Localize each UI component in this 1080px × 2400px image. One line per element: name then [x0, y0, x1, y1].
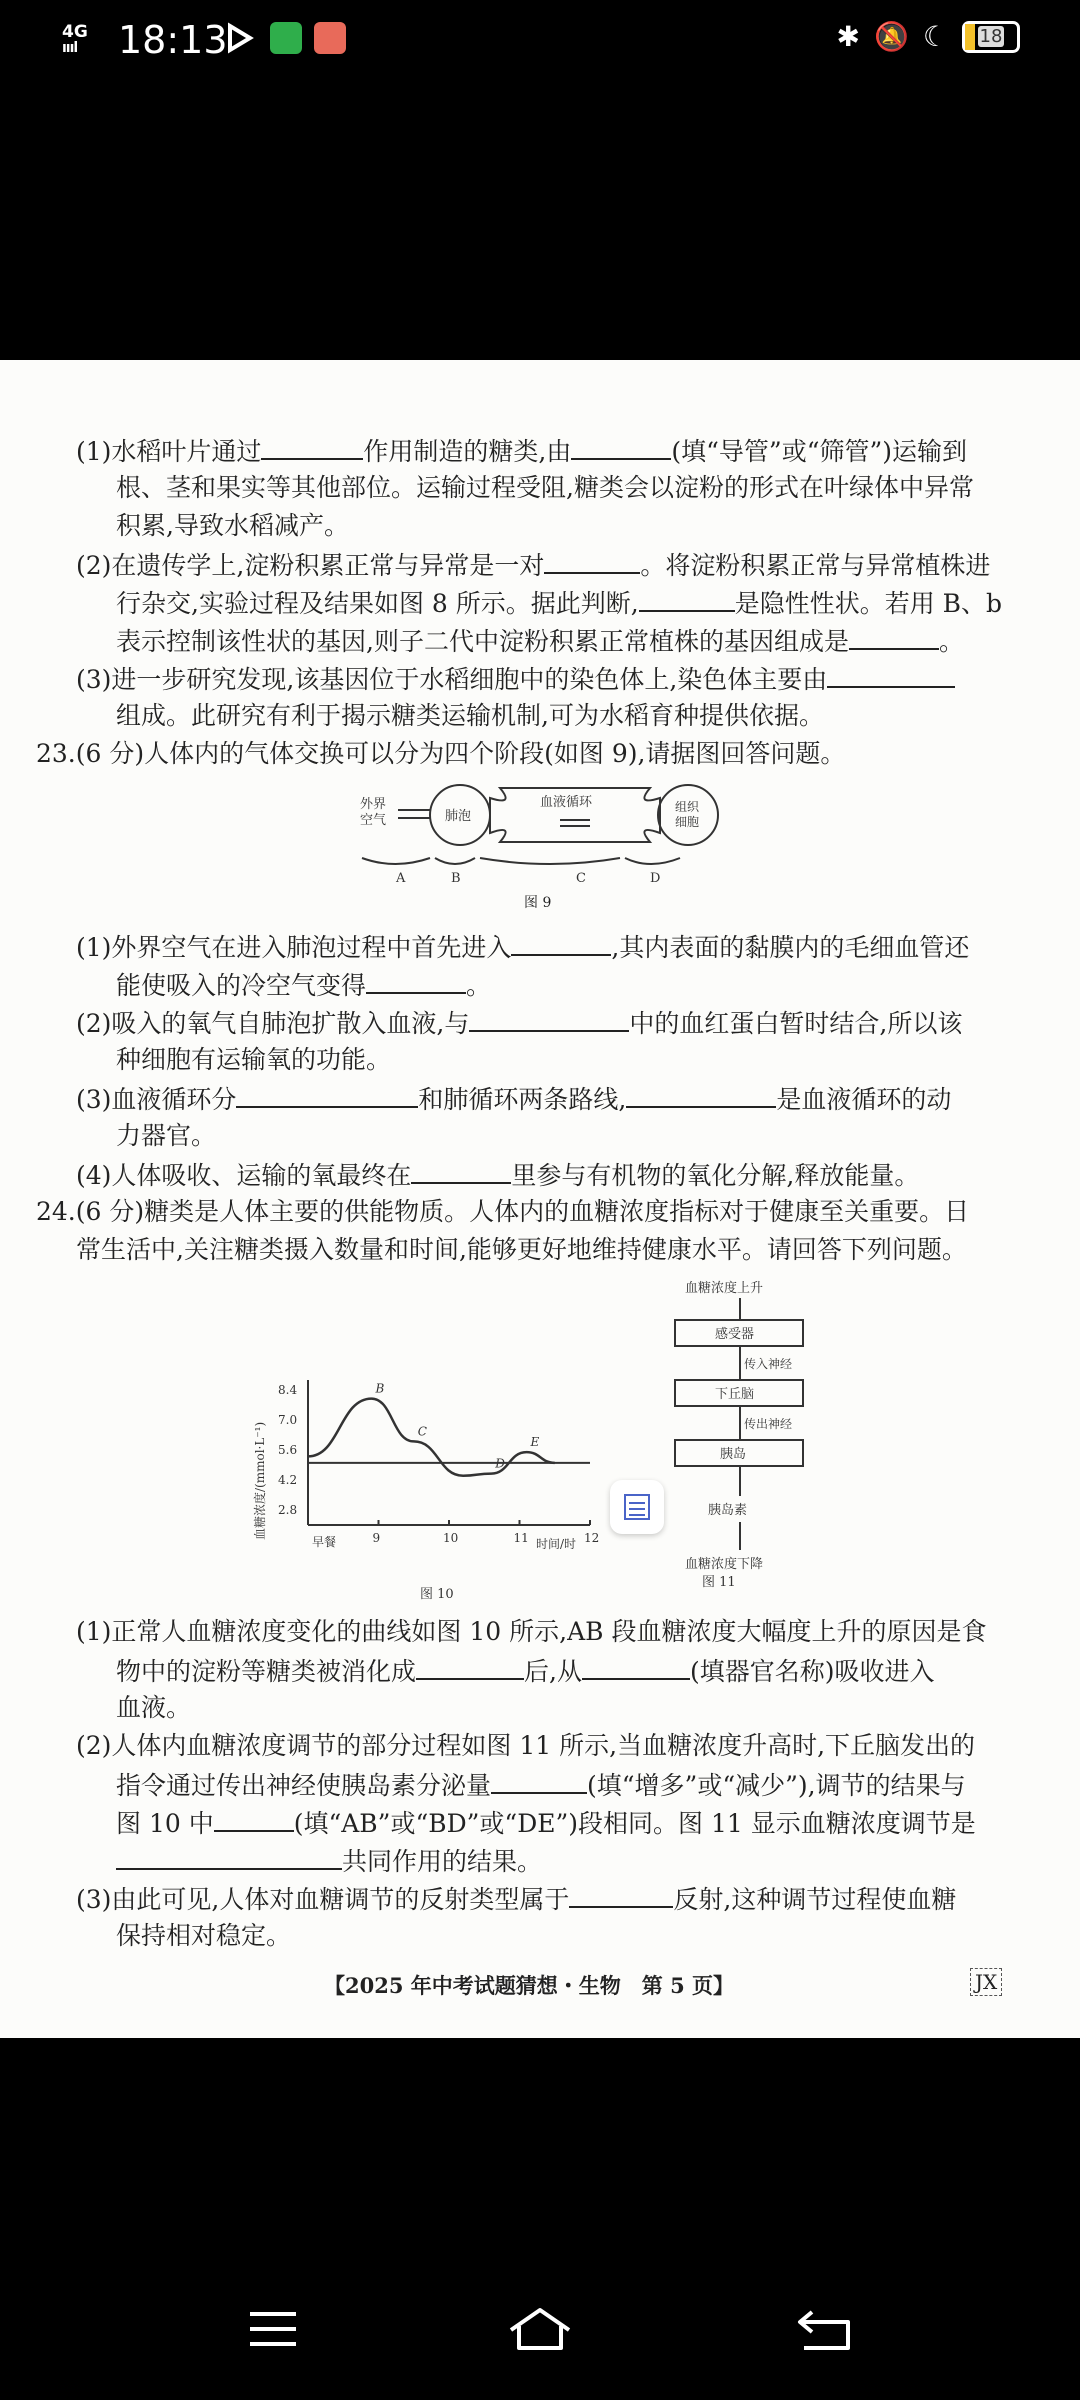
- q23-title: 23.(6 分)人体内的气体交换可以分为四个阶段(如图 9),请据图回答问题。: [36, 739, 846, 768]
- q22-1-line2: 根、茎和果实等其他部位。运输过程受阻,糖类会以淀粉的形式在叶绿体中异常: [116, 473, 974, 502]
- q22-3-line1: (3)进一步研究发现,该基因位于水稻细胞中的染色体上,染色体主要由: [76, 660, 955, 698]
- fig10-point-label: E: [530, 1435, 540, 1450]
- play-icon: [222, 22, 254, 54]
- fig10-ytick: 2.8: [278, 1503, 298, 1517]
- fig10-point-label: B: [375, 1381, 385, 1396]
- fig10-point-label: D: [495, 1456, 505, 1471]
- q22-1-line3: 积累,导致水稻减产。: [116, 511, 349, 540]
- q24-2-line4: 共同作用的结果。: [116, 1842, 542, 1880]
- figure-11: [660, 1278, 850, 1658]
- q23-4-line1: (4)人体吸收、运输的氧最终在 里参与有机物的氧化分解,释放能量。: [76, 1156, 919, 1194]
- svg-text:感受器: 感受器: [715, 1327, 755, 1342]
- page-footer: 【2025 年中考试题猜想・生物 第 5 页】: [324, 1973, 734, 1998]
- q22-2-line1: (2)在遗传学上,淀粉积累正常与异常是一对 。将淀粉积累正常与异常植株进: [76, 546, 990, 584]
- fig10-ytick: 8.4: [278, 1383, 298, 1397]
- q24-1-line3: 血液。: [116, 1693, 192, 1722]
- clock: 18:13: [118, 18, 228, 62]
- calculator-float-icon[interactable]: [610, 1480, 664, 1534]
- fig11-top: 血糖浓度上升: [685, 1281, 764, 1296]
- fig11-bottom: 血糖浓度下降: [685, 1557, 764, 1572]
- fig10-ylabel: 血糖浓度/(mmol·L⁻¹): [253, 1421, 267, 1540]
- figure-9: [350, 778, 730, 898]
- app-notification-icon-2: [314, 22, 346, 54]
- menu-icon[interactable]: [238, 2304, 308, 2354]
- network-indicator: 4G ıııl: [62, 22, 88, 56]
- fig10-ytick: 5.6: [278, 1443, 298, 1457]
- svg-text:胰岛: 胰岛: [720, 1447, 747, 1462]
- svg-text:空气: 空气: [360, 813, 387, 828]
- q22-1-line1: (1)水稻叶片通过 作用制造的糖类,由 (填“导管”或“筛管”)运输到: [76, 432, 967, 470]
- fig10-ytick: 7.0: [278, 1413, 298, 1427]
- mute-icon: 🔕: [874, 20, 909, 53]
- fig9-label-d: D: [650, 871, 661, 886]
- q22-2-line2: 行杂交,实验过程及结果如图 8 所示。据此判断, 是隐性性状。若用 B、b: [116, 584, 1002, 622]
- svg-text:下丘脑: 下丘脑: [715, 1387, 755, 1402]
- fig10-curve: [308, 1399, 555, 1476]
- q23-3-line2: 力器官。: [116, 1121, 217, 1150]
- fig10-point-label: C: [417, 1424, 427, 1439]
- back-icon[interactable]: [790, 2304, 860, 2354]
- q22-3-line2: 组成。此研究有利于揭示糖类运输机制,可为水稻育种提供依据。: [116, 701, 824, 730]
- q23-1-line1: (1)外界空气在进入肺泡过程中首先进入 ,其内表面的黏膜内的毛细血管还: [76, 928, 969, 966]
- q23-1-line2: 能使吸入的冷空气变得 。: [116, 966, 491, 1004]
- fig9-circulation-label: 血液循环: [540, 795, 593, 810]
- figure-10: [250, 1360, 620, 1600]
- app-notification-icon: [270, 22, 302, 54]
- fig9-label-a: A: [396, 871, 406, 886]
- battery-icon: 18: [962, 21, 1020, 53]
- fig10-ytick: 4.2: [278, 1473, 298, 1487]
- fig11-arrow2: 传出神经: [744, 1417, 793, 1431]
- fig9-label-b: B: [451, 871, 461, 886]
- bluetooth-icon: ✱: [836, 20, 861, 53]
- q23-3-line1: (3)血液循环分 和肺循环两条路线, 是血液循环的动: [76, 1080, 951, 1118]
- q24-1-line1: (1)正常人血糖浓度变化的曲线如图 10 所示,AB 段血糖浓度大幅度上升的原因是食: [76, 1617, 987, 1646]
- fig11-arrow1: 传入神经: [744, 1357, 793, 1371]
- svg-text:组织: 组织: [675, 800, 700, 814]
- q24-3-line2: 保持相对稳定。: [116, 1921, 292, 1950]
- fig9-outside-air: 外界: [360, 797, 387, 812]
- q24-2-line3: 图 10 中 (填“AB”或“BD”或“DE”)段相同。图 11 显示血糖浓度调节是: [116, 1804, 976, 1842]
- q24-3-line1: (3)由此可见,人体对血糖调节的反射类型属于 反射,这种调节过程使血糖: [76, 1880, 956, 1918]
- status-bar: [0, 0, 1080, 84]
- fig9-alveoli-label: 肺泡: [445, 809, 472, 824]
- fig10-breakfast: 早餐: [312, 1535, 337, 1549]
- q24-2-line1: (2)人体内血糖浓度调节的部分过程如图 11 所示,当血糖浓度升高时,下丘脑发出的: [76, 1731, 976, 1760]
- fig10-xtick: 11: [513, 1531, 529, 1545]
- fig11-hormone: 胰岛素: [708, 1503, 748, 1518]
- fig10-xtick: 12: [584, 1531, 600, 1545]
- footer-tag: JX: [970, 1968, 1002, 1996]
- q22-2-line3: 表示控制该性状的基因,则子二代中淀粉积累正常植株的基因组成是 。: [116, 622, 964, 660]
- q24-2-line2: 指令通过传出神经使胰岛素分泌量 (填“增多”或“减少”),调节的结果与: [116, 1766, 966, 1804]
- fig10-xtick: 10: [443, 1531, 459, 1545]
- moon-icon: ☾: [922, 20, 948, 53]
- fig10-xtick: 9: [372, 1531, 381, 1545]
- fig10-caption: 图 10: [420, 1587, 454, 1600]
- fig11-caption: 图 11: [702, 1575, 736, 1590]
- fig9-caption: 图 9: [524, 895, 552, 911]
- fig10-xlabel: 时间/时: [536, 1537, 577, 1551]
- navigation-bar: [0, 2260, 1080, 2400]
- home-icon[interactable]: [505, 2304, 575, 2354]
- q23-2-line1: (2)吸入的氧气自肺泡扩散入血液,与 中的血红蛋白暂时结合,所以该: [76, 1004, 962, 1042]
- q24-title-line1: 24.(6 分)糖类是人体主要的供能物质。人体内的血糖浓度指标对于健康至关重要。日: [36, 1197, 970, 1226]
- q23-2-line2: 种细胞有运输氧的功能。: [116, 1045, 392, 1074]
- svg-text:细胞: 细胞: [675, 815, 700, 829]
- q24-1-line2: 物中的淀粉等糖类被消化成 后,从 (填器官名称)吸收进入: [116, 1652, 934, 1690]
- q24-title-line2: 常生活中,关注糖类摄入数量和时间,能够更好地维持健康水平。请回答下列问题。: [76, 1235, 967, 1264]
- document-page[interactable]: [0, 360, 1080, 2038]
- fig9-label-c: C: [576, 871, 586, 886]
